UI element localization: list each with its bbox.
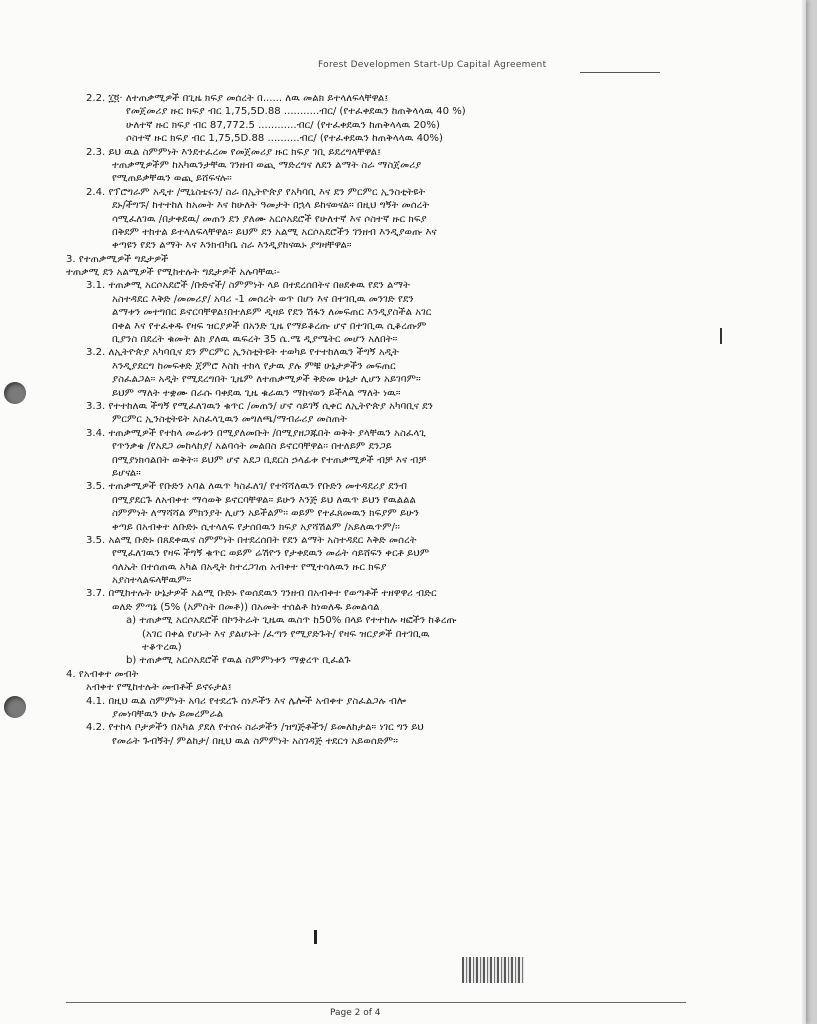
header-underline <box>580 72 660 73</box>
text-line: ቀጣይ በአብቀተ ለቡድኑ ሲተላለፍ የታሰበዉን ክፍያ አያሻሽልም /አይለዉጥም/፡፡ <box>112 521 400 533</box>
text-line: 3. የተጠቃሚዎች ግዴታዎች <box>66 253 169 265</box>
text-line: ሁለተኛ ዙር ክፍያ ብር 87,772.5 ............ብር/ (የተፈቀደዉን ከጠቅላላዉ 20%) <box>126 119 440 131</box>
text-line: 3.1. ተጠቃሚ አርሶአደሮች /ቡድኖች/ ስምምነት ላይ በተደረሰበትና በፀደቀዉ የደን ልማት <box>86 280 410 292</box>
punch-hole <box>4 696 26 718</box>
text-line: 4. የአብቀተ መብት <box>66 668 139 680</box>
text-line: b) ተጠቃሚ አርሶአደሮች የዉል ስምምነቱን ማቋረጥ ቢፈልጉ <box>126 655 351 667</box>
text-line: ምርምር ኢንስቲትዩት አስፈላጊዉን መግለጫ/ማብራሪያ መስጠት <box>112 414 347 426</box>
margin-mark <box>720 328 722 344</box>
text-line: ተጠቃሚ ደን አልሚዎች የሚከተሉት ግዴታዎች አሉባቸዉ፡- <box>66 267 281 279</box>
punch-hole <box>4 382 26 404</box>
text-line: የሚጠይቃቸዉን ወጪ ይሸፍናሉ፡፡ <box>112 173 232 185</box>
text-line: 3.3. የተተከለዉ ችግኝ የሚፈለገዉን ቁጥር /መጠን/ ሆኖ ሳይገኝ ሲቀር ለኢትዮጵያ አካባቢና ደን <box>86 400 433 412</box>
text-line: ወለድ ምጣኔ (5% (አምስት በመቶ)) በአመት ተሰልቶ ከነወለዱ ይመልሳል <box>112 601 380 613</box>
text-line: 4.1. በዚህ ዉል ስምምነት አባሪ የተደረጉ ሰነዶችን እና ሌሎች አብቀተ ያስፈልጋሉ ብሎ <box>86 695 407 707</box>
text-line: ልማቱን መተግበር ይኖርባቸዋል፤በተለይም ዲዛይ የደን ሽፋን ለመፍጠር እንዲያስችል አገር <box>112 307 432 319</box>
text-line: ስምምነት ለማሻሻል ምክንያት ሊሆን አይችልም፡፡ ወይም የተፈጸመዉን ክፍያም ይሁን <box>112 508 419 520</box>
text-line: ተቆጥረዉ) <box>142 642 182 654</box>
text-line: 3.2. ለኢትዮጵያ አካባቢና ደን ምርምር ኢንስቲትዩት ተወካይ የተተከለዉን ችግኝ አዲት <box>86 347 399 359</box>
text-line: a) ተጠቃሚ አርሶአደሮች በኮንትራት ጊዜዉ ዉስጥ ከ50% በላይ የተተከሉ ዛፎችን ከቆረጡ <box>126 615 457 627</box>
text-line: በቀል እና የተፈቀዱ የዛፍ ዝርያዎች በአንድ ጊዜ የማይቆረጡ ሆኖ በተገቢዉ ሲቆረጡም <box>112 320 427 332</box>
text-line: ሶስተኛ ዙር ክፍያ ብር 1,75,5D.88 ..........ብር/ (የተፈቀደዉን ከጠቅላላዉ 40%) <box>126 133 443 145</box>
text-line: 3.7. በሚከተሉት ሁኔታዎች አልሚ ቡድኑ የወሰደዉን ገንዘብ በአብቀተ የወጣቶች ተዘዋዋሪ ብድር <box>86 588 437 600</box>
text-line: የሚፈለገዉን የዛፍ ችግኝ ቁጥር ወይም ሬሽዮን የታቀደዉን መሬት ሳይሸፍን ቀርቶ ይህም <box>112 548 430 560</box>
text-line: 4.2. የተከላ ቦታዎችን በአካል ያደለ የተሰሩ ስራዎችን /ዝግጅቶችን/ ይመለከታል። ነገር ግን ይህ <box>86 722 424 734</box>
text-line: በሚያነክሳልበት ወቅት፡፡ ይህም ሆኖ አደጋ ቢደርስ ኃላፊቱ የተጠቃሚዎች ብቻ እና ብቻ <box>112 454 427 466</box>
ink-mark <box>314 930 317 944</box>
footer-rule <box>66 1002 686 1003</box>
text-line: አስተዳደር እቅድ /መመሪያ/ አባሪ -1 መሰረት ወጥ በሆነ እና በተገቢዉ መንገድ የደን <box>112 293 414 305</box>
text-line: አብቀተ የሚከተሉት መብቶች ይኖሩታል፤ <box>86 682 232 694</box>
text-line: 2.2. ፲፬· ለተጠቃሚዎች በጊዜ ክፍያ መሰረት በ...... ለዉ መልክ ይተላለፍላቸዋል፤ <box>86 93 389 104</box>
text-line: የመጀመሪያ ዙር ክፍያ ብር 1,75,5D.88 ...........ብር/ (የተፈቀደዉን ከጠቅላላዉ 40 %) <box>126 106 466 118</box>
text-line: ያስፈልጋል። አዲት የሚደረግበት ጊዜም ለተጠቃሚዎች ቅድመ ሁኔታ ሊሆን አይገባም። <box>112 374 421 386</box>
text-line: ደኑ/ችግኙ/ ከተተከለ ከአመት እና ከሁለት ዓመታት በኋላ ይከናወናል። በዚህ ግኝት መሰረት <box>112 200 430 212</box>
text-line: አያስተላልፍላቸዉም። <box>112 575 192 587</box>
document-body <box>66 92 676 748</box>
text-line: 2.4. የፕሮግራም አዲተ /ሚኒስቴሩን/ ስራ በኢትዮጵያ የአካባቢ እና ደን ምርምር ኢንስቲትዩት <box>86 186 426 198</box>
text-line: ቀጣዩን የደን ልማት እና እንክብካቤ ስራ እንዲያከናዉኑ ያግዛቸዋል። <box>112 240 352 252</box>
text-line: ቢያንስ በደረት ቁመት ልክ ያለዉ ዉፍረት 35 ሴ.ሜ ዲያሜትር መሆን አለበት። <box>112 334 398 346</box>
text-line: ሳለኤት በተሰጠዉ አካል በአዲት ከተረጋገጠ አብቀተ የሚተሳለዉን ዙር ክፍያ <box>112 561 387 573</box>
text-line: በቅደም ተከተል ይተላለፍላቸዋል። ይህም ደን አልሚ አርሶአደሮችን ገንዘብ እንዲያወጡ እና <box>112 226 437 238</box>
text-line: ይህም ማለት ተቋሙ በራሱ ባቀደዉ ጊዜ ቁራዉን ማከናወን ይችላል ማለት ነዉ። <box>112 387 401 399</box>
page-number: Page 2 of 4 <box>330 1008 381 1018</box>
text-line: ተጠቃሚዎችም ከአካዉንታቸዉ ገንዘብ ወጪ ማድረግና ለደን ልማት ስራ ማስጀመሪያ <box>112 159 422 171</box>
text-line: ይሆናል። <box>112 467 141 479</box>
text-line: ሳሚፈለገዉ /በታቀደዉ/ መጠን ደን ያለሙ አርሶአደሮች የሁለተኛ እና ሶስተኛ ዙር ክፍያ <box>112 213 427 225</box>
text-line: የጥንቃቄ /የአደጋ መከላከያ/ አልባሳት መልበስ ይኖርባቸዋል፡፡ በተለይም ደንጋይ <box>112 441 392 453</box>
text-line: እንዲያደርግ ከመፍቀድ ጀምሮ እስከ ተከላ የታዉ ያሉ ምቹ ሁኔታዎችን መፍጠር <box>112 360 396 372</box>
text-line: 3.5. አልሚ ቡድኑ በጸደቀዉና ስምምነት በተደረሰበት የደን ልማት አስተዳደር እቅድ መሰረት <box>86 534 417 546</box>
text-line: 2.3. ይህ ዉል ስምምነት እንደተፈረመ የመጀመሪያ ዙር ክፍያ ገቢ ይደረግላቸዋል፤ <box>86 146 382 158</box>
text-line: 3.5. ተጠቃሚዎች የቡድን አባል ለዉጥ ካስፈለገ/ የተሻሻለዉን የቡድን መተዳደሪያ ደንብ <box>86 481 407 493</box>
text-line: በሚያደርጉ ለአብቀተ ማሳወቅ ይኖርባቸዋል። ይሁን እንጅ ይህ ለዉጥ ይህን የዉልልል <box>112 494 416 506</box>
text-line: የመሬት ጉብኝት/ ምልከታ/ በዚህ ዉል ስምምነት አስገዳጅ ተደርጎ አይወሰድም። <box>112 735 398 747</box>
text-line: 3.4. ተጠቃሚዎች የተከላ መሬቱን በሚያለመቡት /በሚያዘጋጁበት ወቅት ያላቸዉን አስፈላጊ <box>86 427 426 439</box>
page-header: Forest Developmen Start-Up Capital Agreement <box>318 60 547 70</box>
text-line: ያመነባቸዉን ሁሉ ይመረምራል <box>112 708 224 720</box>
stamp-image <box>462 957 524 983</box>
text-line: (አገር በቀል የሆኑት እና ያልሆኑት /ፈጣን የሚያድጉት/ የዛፍ ዝርያዎች በተገቢዉ <box>142 628 430 640</box>
